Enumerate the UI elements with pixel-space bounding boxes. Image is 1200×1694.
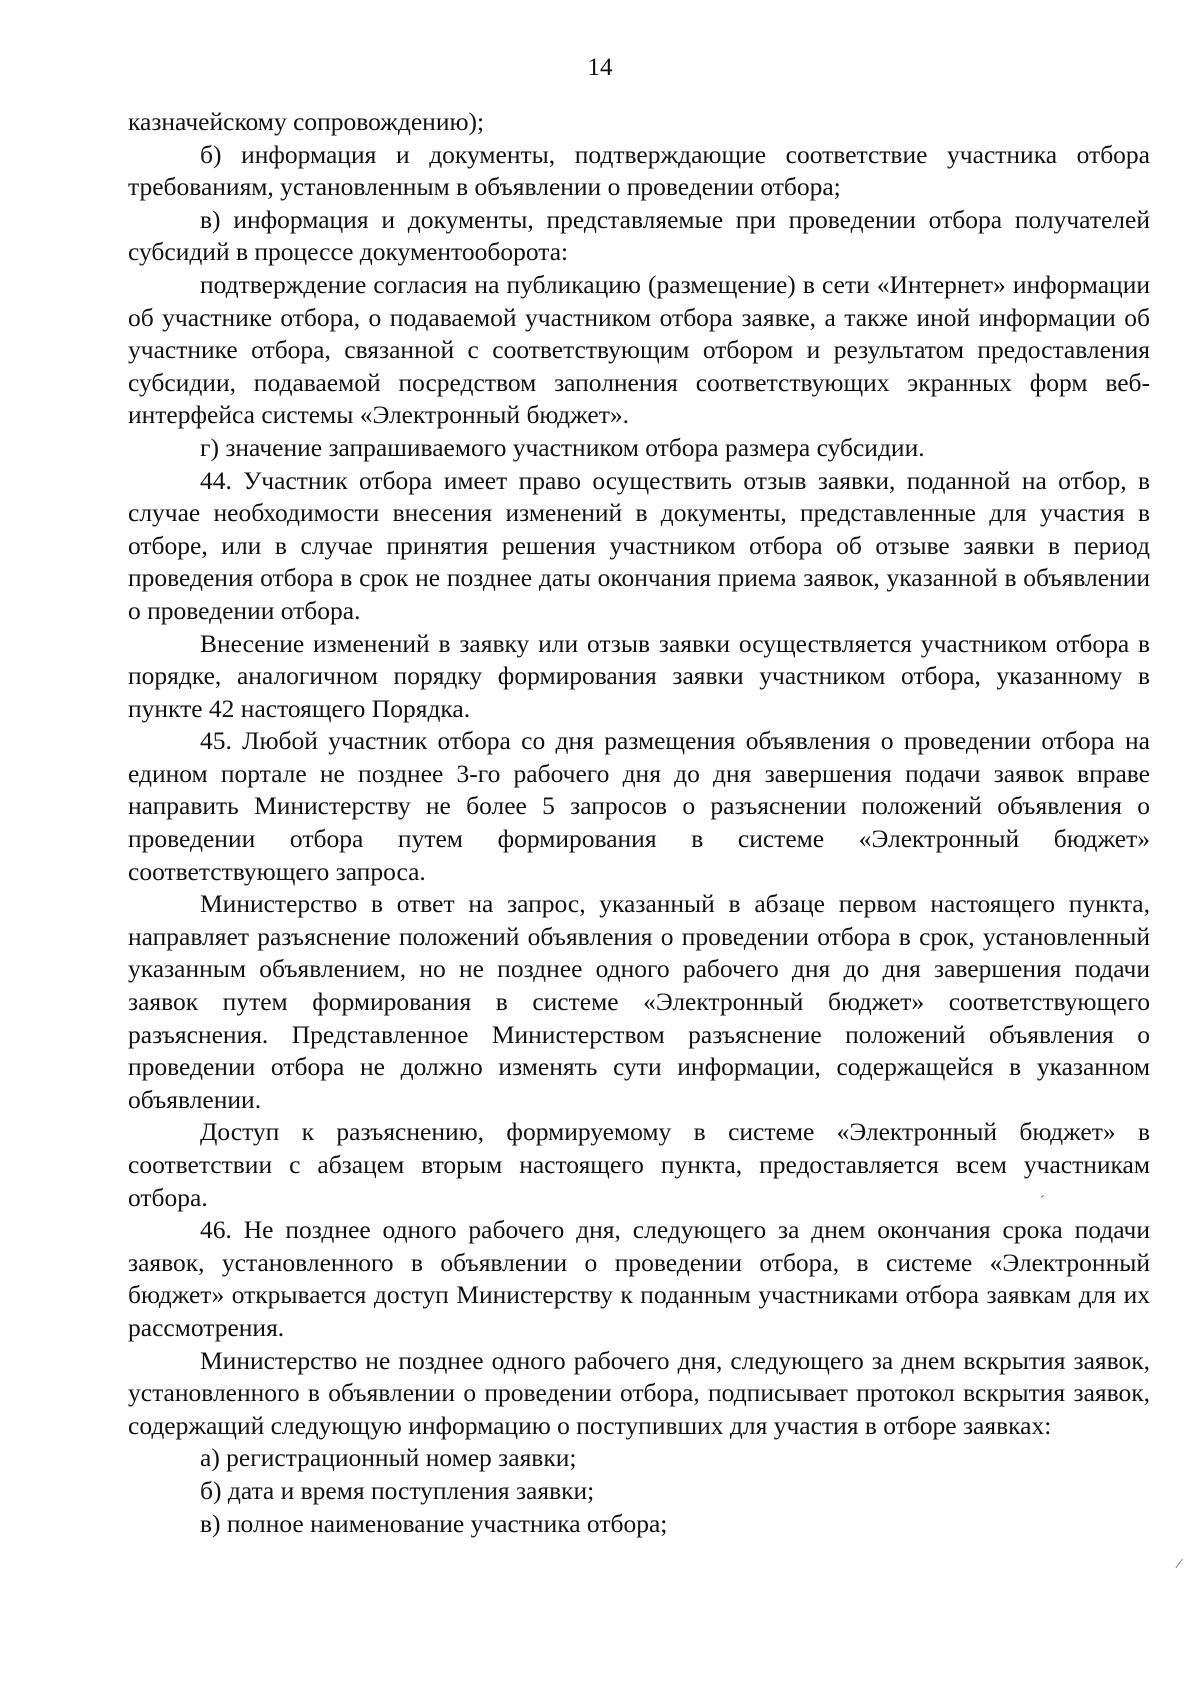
paragraph: г) значение запрашиваемого участником отбора размера субсидии. xyxy=(200,432,925,462)
paragraph: 46. Не позднее одного рабочего дня, следующего за днем окончания срока подачи заявок, установленного в объявлении о проведении отбора, в системе «Электронный бюджет» открывается доступ Министерству к поданным участниками отбора заявкам для их рассмотрения. xyxy=(128,1215,1150,1342)
paragraph: б) информация и документы, подтверждающие соответствие участника отбора требованиям, установленным в объявлении о проведении отбора; xyxy=(128,139,1150,202)
paragraph: в) полное наименование участника отбора; xyxy=(200,1508,668,1538)
paragraph: 44. Участник отбора имеет право осуществить отзыв заявки, поданной на отбор, в случае необходимости внесения изменений в документы, представленные для участия в отборе, или в случае принятия решения участником отбора об отзыве заявки в период проведения отбора в срок не позднее даты окончания приема заявок, указанной в объявлении о проведении отбора. xyxy=(128,465,1150,625)
scan-speck: ⁄ xyxy=(1178,1557,1181,1572)
paragraph: Доступ к разъяснению, формируемому в системе «Электронный бюджет» в соответствии с абзацем вторым настоящего пункта, предоставляется всем участникам отбора. xyxy=(128,1117,1150,1212)
paragraph: Министерство в ответ на запрос, указанный в абзаце первом настоящего пункта, направляет разъяснение положений объявления о проведении отбора в срок, установленный указанным объявлением, но не позднее одного рабочего дня до дня завершения подачи заявок путем формирования в системе «Электронный бюджет» соответствующего разъяснения. Представленное Министерством разъяснение положений объявления о проведении отбора не должно изменять сути информации, содержащейся в указанном объявлении. xyxy=(128,889,1150,1114)
document-body xyxy=(128,106,1150,1540)
paragraph: 45. Любой участник отбора со дня размещения объявления о проведении отбора на едином портале не позднее 3-го рабочего дня до дня завершения подачи заявок вправе направить Министерству не более 5 запросов о разъяснении положений объявления о проведении отбора путем формирования в системе «Электронный бюджет» соответствующего запроса. xyxy=(128,726,1150,886)
paragraph: Министерство не позднее одного рабочего дня, следующего за днем вскрытия заявок, установленного в объявлении о проведении отбора, подписывает протокол вскрытия заявок, содержащий следующую информацию о поступивших для участия в отборе заявках: xyxy=(128,1345,1150,1440)
paragraph: казначейскому сопровождению); xyxy=(128,107,485,136)
paragraph: в) информация и документы, представляемые при проведении отбора получателей субсидий в процессе документооборота: xyxy=(128,204,1150,267)
paragraph: а) регистрационный номер заявки; xyxy=(200,1443,577,1473)
scan-speck: ´ xyxy=(1040,1194,1045,1209)
page-number: 14 xyxy=(587,54,613,81)
paragraph: подтверждение согласия на публикацию (размещение) в сети «Интернет» информации об участнике отбора, о подаваемой участником отбора заявке, а также иной информации об участнике отбора, связанной с соответствующим отбором и результатом предоставления субсидии, подаваемой посредством заполнения соответствующих экранных форм веб-интерфейса системы «Электронный бюджет». xyxy=(128,269,1150,430)
paragraph: б) дата и время поступления заявки; xyxy=(200,1475,595,1505)
paragraph: Внесение изменений в заявку или отзыв заявки осуществляется участником отбора в порядке, аналогичном порядку формирования заявки участником отбора, указанному в пункте 42 настоящего Порядка. xyxy=(128,628,1150,723)
